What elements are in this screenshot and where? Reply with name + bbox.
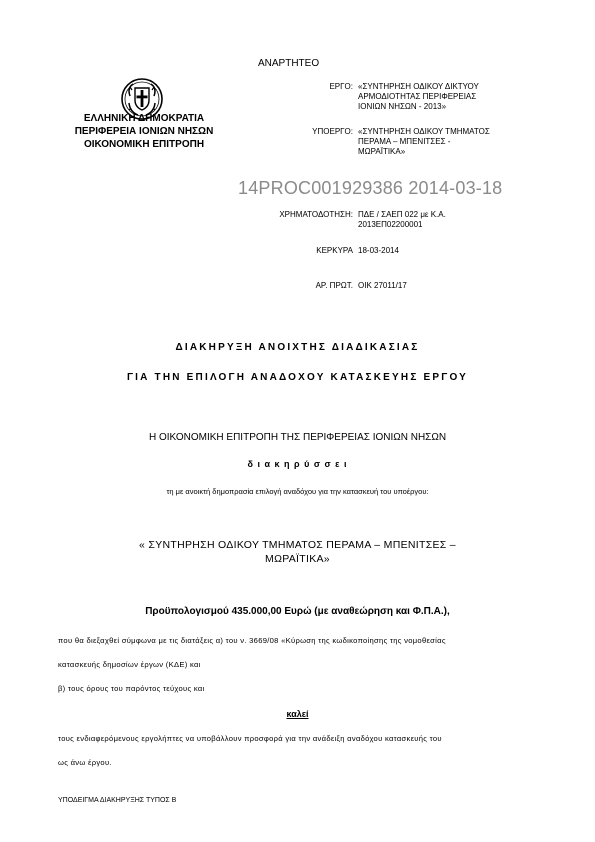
to-be-posted-label: ΑΝΑΡΤΗΤΕΟ	[258, 58, 320, 69]
funding-value-line: ΠΔΕ / ΣΑΕΠ 022 με Κ.Α.	[358, 210, 446, 219]
project-title-line: ΜΩΡΑΪΤΙΚΑ»	[265, 553, 330, 565]
funding-value	[358, 210, 446, 230]
protocol-label: ΑΡ. ΠΡΩΤ.	[315, 281, 353, 290]
invite-line: ως άνω έργου.	[58, 758, 112, 767]
budget-line: Προϋπολογισμού 435.000,00 Ευρώ (με αναθεώρηση και Φ.Π.Α.),	[145, 606, 450, 617]
issuing-authority	[56, 112, 232, 151]
footer-model-label: ΥΠΟΔΕΙΓΜΑ ΔΙΑΚΗΡΥΞΗΣ ΤΥΠΟΣ Β	[58, 797, 177, 804]
project-title	[0, 538, 595, 566]
authority-line: ΕΛΛΗΝΙΚΗ ΔΗΜΟΚΡΑΤΙΑ	[83, 113, 205, 124]
declares-line: δ ι α κ η ρ ύ σ σ ε ι	[247, 459, 348, 469]
law-line: β) τους όρους του παρόντος τεύχους και	[58, 684, 205, 693]
date-value: 18-03-2014	[358, 246, 399, 255]
committee-line: Η ΟΙΚΟΝΟΜΙΚΗ ΕΠΙΤΡΟΠΗ ΤΗΣ ΠΕΡΙΦΕΡΕΙΑΣ ΙΟΝΙΩΝ ΝΗΣΩΝ	[148, 432, 447, 443]
funding-label: ΧΡΗΜΑΤΟΔΟΤΗΣΗ:	[279, 210, 353, 219]
law-line: κατασκευής δημοσίων έργων (ΚΔΕ) και	[58, 660, 201, 669]
ergo-value-line: ΑΡΜΟΔΙΟΤΗΤΑΣ ΠΕΡΙΦΕΡΕΙΑΣ	[358, 92, 477, 101]
protocol-value: ΟΙΚ 27011/17	[358, 281, 407, 290]
ypoergo-value	[358, 127, 490, 157]
ypoergo-label: ΥΠΟΕΡΓΟ:	[312, 127, 353, 136]
tender-line: τη με ανοικτή δημοπρασία επιλογή αναδόχου για την κατασκευή του υποέργου:	[166, 487, 429, 496]
notice-title-line2: ΓΙΑ ΤΗΝ ΕΠΙΛΟΓΗ ΑΝΑΔΟΧΟΥ ΚΑΤΑΣΚΕΥΗΣ ΕΡΓΟΥ	[126, 372, 469, 383]
ypoergo-value-line: ΜΩΡΑΪΤΙΚΑ»	[358, 147, 406, 156]
notice-title-line1: ΔΙΑΚΗΡΥΞΗ ΑΝΟΙΧΤΗΣ ΔΙΑΔΙΚΑΣΙΑΣ	[175, 342, 420, 353]
law-line: που θα διεξαχθεί σύμφωνα με τις διατάξεις α) του ν. 3669/08 «Κύρωση της κωδικοποίησης της νομοθεσίας	[58, 636, 446, 645]
proc-watermark-id: 14PROC001929386 2014-03-18	[238, 178, 503, 198]
ergo-value	[358, 82, 479, 112]
ergo-value-line: ΙΟΝΙΩΝ ΝΗΣΩΝ - 2013»	[358, 102, 447, 111]
invite-line: τους ενδιαφερόμενους εργολήπτες να υποβάλλουν προσφορά για την ανάδειξη αναδόχου κατασκευής του	[58, 734, 442, 743]
project-title-line: « ΣΥΝΤΗΡΗΣΗ ΟΔΙΚΟΥ ΤΜΗΜΑΤΟΣ ΠΕΡΑΜΑ – ΜΠΕΝΙΤΣΕΣ –	[139, 539, 456, 551]
ypoergo-value-line: «ΣΥΝΤΗΡΗΣΗ ΟΔΙΚΟΥ ΤΜΗΜΑΤΟΣ	[358, 127, 490, 136]
authority-line: ΟΙΚΟΝΟΜΙΚΗ ΕΠΙΤΡΟΠΗ	[83, 139, 205, 150]
ergo-value-line: «ΣΥΝΤΗΡΗΣΗ ΟΔΙΚΟΥ ΔΙΚΤΥΟΥ	[358, 82, 479, 91]
authority-line: ΠΕΡΙΦΕΡΕΙΑ ΙΟΝΙΩΝ ΝΗΣΩΝ	[74, 126, 214, 137]
ergo-label: ΕΡΓΟ:	[329, 82, 353, 91]
ypoergo-value-line: ΠΕΡΑΜΑ – ΜΠΕΝΙΤΣΕΣ -	[358, 137, 451, 146]
invites-line: καλεί	[286, 709, 309, 719]
funding-value-line: 2013ΕΠ02200001	[358, 220, 423, 229]
place-label: ΚΕΡΚΥΡΑ	[316, 246, 353, 255]
